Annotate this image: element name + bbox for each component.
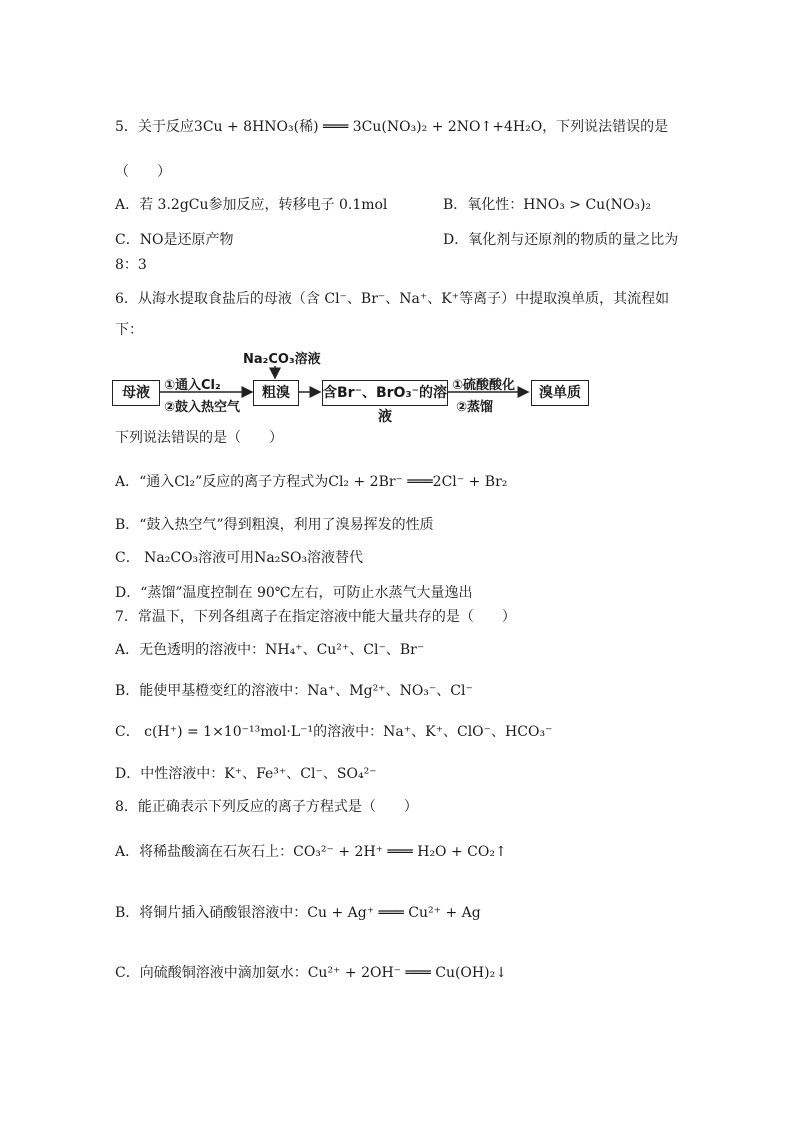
q8-stem: 8．能正确表示下列反应的离子方程式是（ ） bbox=[115, 799, 418, 815]
q7-option-b: B．能使甲基橙变红的溶液中：Na⁺、Mg²⁺、NO₃⁻、Cl⁻ bbox=[115, 683, 473, 699]
q7-option-d: D．中性溶液中：K⁺、Fe³⁺、Cl⁻、SO₄²⁻ bbox=[115, 766, 377, 782]
q6-option-d: D．“蒸馏”温度控制在 90℃左右，可防止水蒸气大量逸出 bbox=[115, 585, 473, 601]
q6-question: 下列说法错误的是（ ） bbox=[115, 430, 283, 446]
flow-step1a: ①通入Cl₂ bbox=[164, 378, 221, 393]
flow-box-crude-bromine: 粗溴 bbox=[253, 380, 299, 406]
q7-stem: 7．常温下，下列各组离子在指定溶液中能大量共存的是（ ） bbox=[115, 609, 516, 625]
flow-step3b: ②蒸馏 bbox=[456, 400, 494, 415]
flow-box-mother-liquor: 母液 bbox=[112, 380, 160, 406]
flow-box-solution: 含Br⁻、BrO₃⁻的溶液 bbox=[322, 380, 448, 406]
q8-option-c: C．向硫酸铜溶液中滴加氨水：Cu²⁺ + 2OH⁻ ═══ Cu(OH)₂↓ bbox=[115, 965, 507, 981]
q5-option-b: B．氧化性：HNO₃ > Cu(NO₃)₂ bbox=[443, 197, 652, 213]
q5-option-d: D．氧化剂与还原剂的物质的量之比为 bbox=[443, 232, 679, 248]
q5-option-d-continued: 8：3 bbox=[115, 257, 147, 273]
q6-stem-line2: 下： bbox=[115, 322, 143, 338]
flow-reagent: Na₂CO₃溶液 bbox=[243, 352, 321, 367]
q6-flow-diagram bbox=[112, 346, 592, 425]
q7-option-c: C． c(H⁺) = 1×10⁻¹³mol·L⁻¹的溶液中：Na⁺、K⁺、ClO⁻、HCO₃⁻ bbox=[115, 724, 553, 740]
q5-answer-paren: （ ） bbox=[115, 164, 171, 180]
q5-option-a: A．若 3.2gCu参加反应，转移电子 0.1mol bbox=[115, 197, 388, 213]
q8-option-b: B．将铜片插入硝酸银溶液中：Cu + Ag⁺ ═══ Cu²⁺ + Ag bbox=[115, 905, 481, 921]
q6-option-b: B．“鼓入热空气”得到粗溴，利用了溴易挥发的性质 bbox=[115, 517, 434, 533]
q6-stem-line1: 6．从海水提取食盐后的母液（含 Cl⁻、Br⁻、Na⁺、K⁺等离子）中提取溴单质，其流程如 bbox=[115, 291, 670, 307]
flow-step1b: ②鼓入热空气 bbox=[164, 400, 241, 415]
q7-option-a: A．无色透明的溶液中：NH₄⁺、Cu²⁺、Cl⁻、Br⁻ bbox=[115, 642, 425, 658]
q6-option-a: A．“通入Cl₂”反应的离子方程式为Cl₂ + 2Br⁻ ═══2Cl⁻ + Br₂ bbox=[115, 474, 508, 490]
q5-stem: 5．关于反应3Cu + 8HNO₃(稀) ═══ 3Cu(NO₃)₂ + 2NO↑+4H₂O，下列说法错误的是 bbox=[115, 119, 669, 135]
flow-step3a: ①硫酸酸化 bbox=[452, 378, 516, 393]
flow-box-bromine: 溴单质 bbox=[531, 380, 589, 406]
q5-option-c: C．NO是还原产物 bbox=[115, 232, 234, 248]
q6-option-c: C． Na₂CO₃溶液可用Na₂SO₃溶液替代 bbox=[115, 550, 364, 566]
q8-option-a: A．将稀盐酸滴在石灰石上：CO₃²⁻ + 2H⁺ ═══ H₂O + CO₂↑ bbox=[115, 844, 507, 860]
